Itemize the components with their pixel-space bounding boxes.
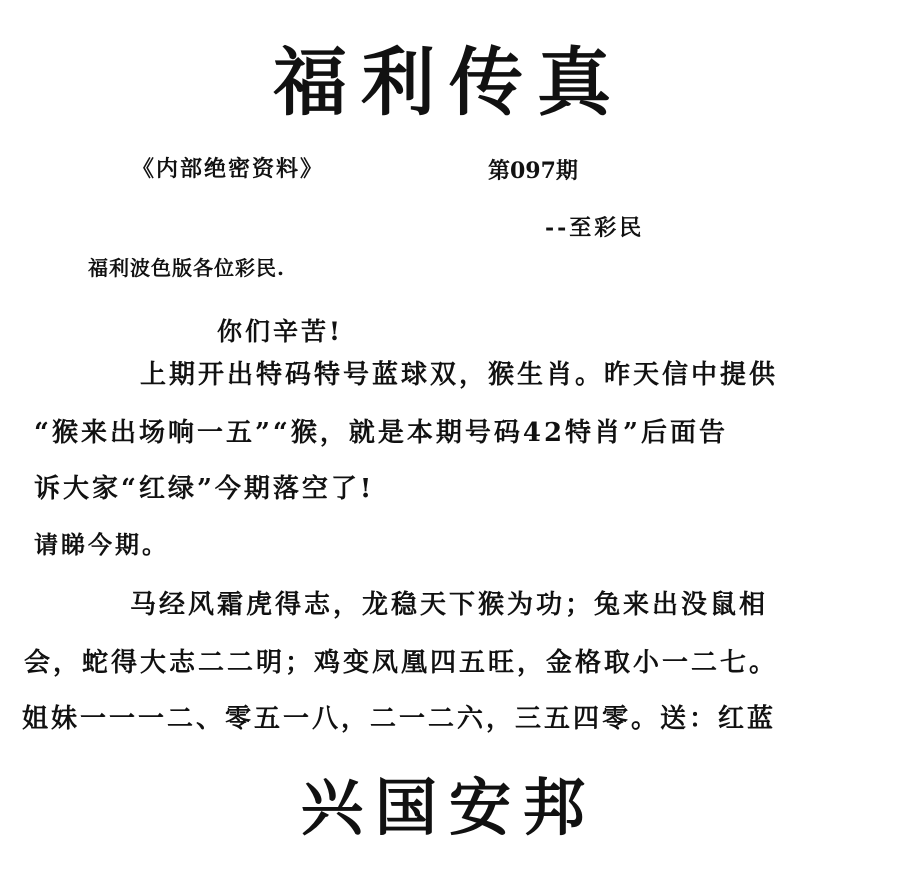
letter-greeting: 你们辛苦! — [217, 317, 343, 346]
paragraph-line: 上期开出特码特号蓝球双，猴生肖。昨天信中提供 — [140, 360, 779, 390]
footer-slogan: 兴国安邦 — [300, 771, 597, 844]
issue-number: 第097期 — [488, 158, 578, 184]
prompt-line: 请睇今期。 — [34, 530, 169, 559]
letter-signature: --至彩民 — [545, 215, 645, 241]
letter-recipients: 福利波色版各位彩民. — [88, 256, 285, 280]
page-title: 福利传真 — [273, 40, 625, 126]
verse-line: 姐妹一一一二、零五一八，二一二六，三五四零。送：红蓝 — [22, 704, 777, 734]
verse-line: 会，蛇得大志二二明；鸡变凤凰四五旺，金格取小一二七。 — [24, 648, 779, 678]
paragraph-line: “猴来出场响一五”“猴，就是本期号码42特肖”后面告 — [34, 418, 729, 448]
document-subtitle: 《内部绝密资料》 — [132, 156, 325, 182]
verse-line: 马经风霜虎得志，龙稳天下猴为功；兔来出没鼠相 — [130, 590, 769, 620]
paragraph-line: 诉大家“红绿”今期落空了! — [34, 474, 375, 504]
